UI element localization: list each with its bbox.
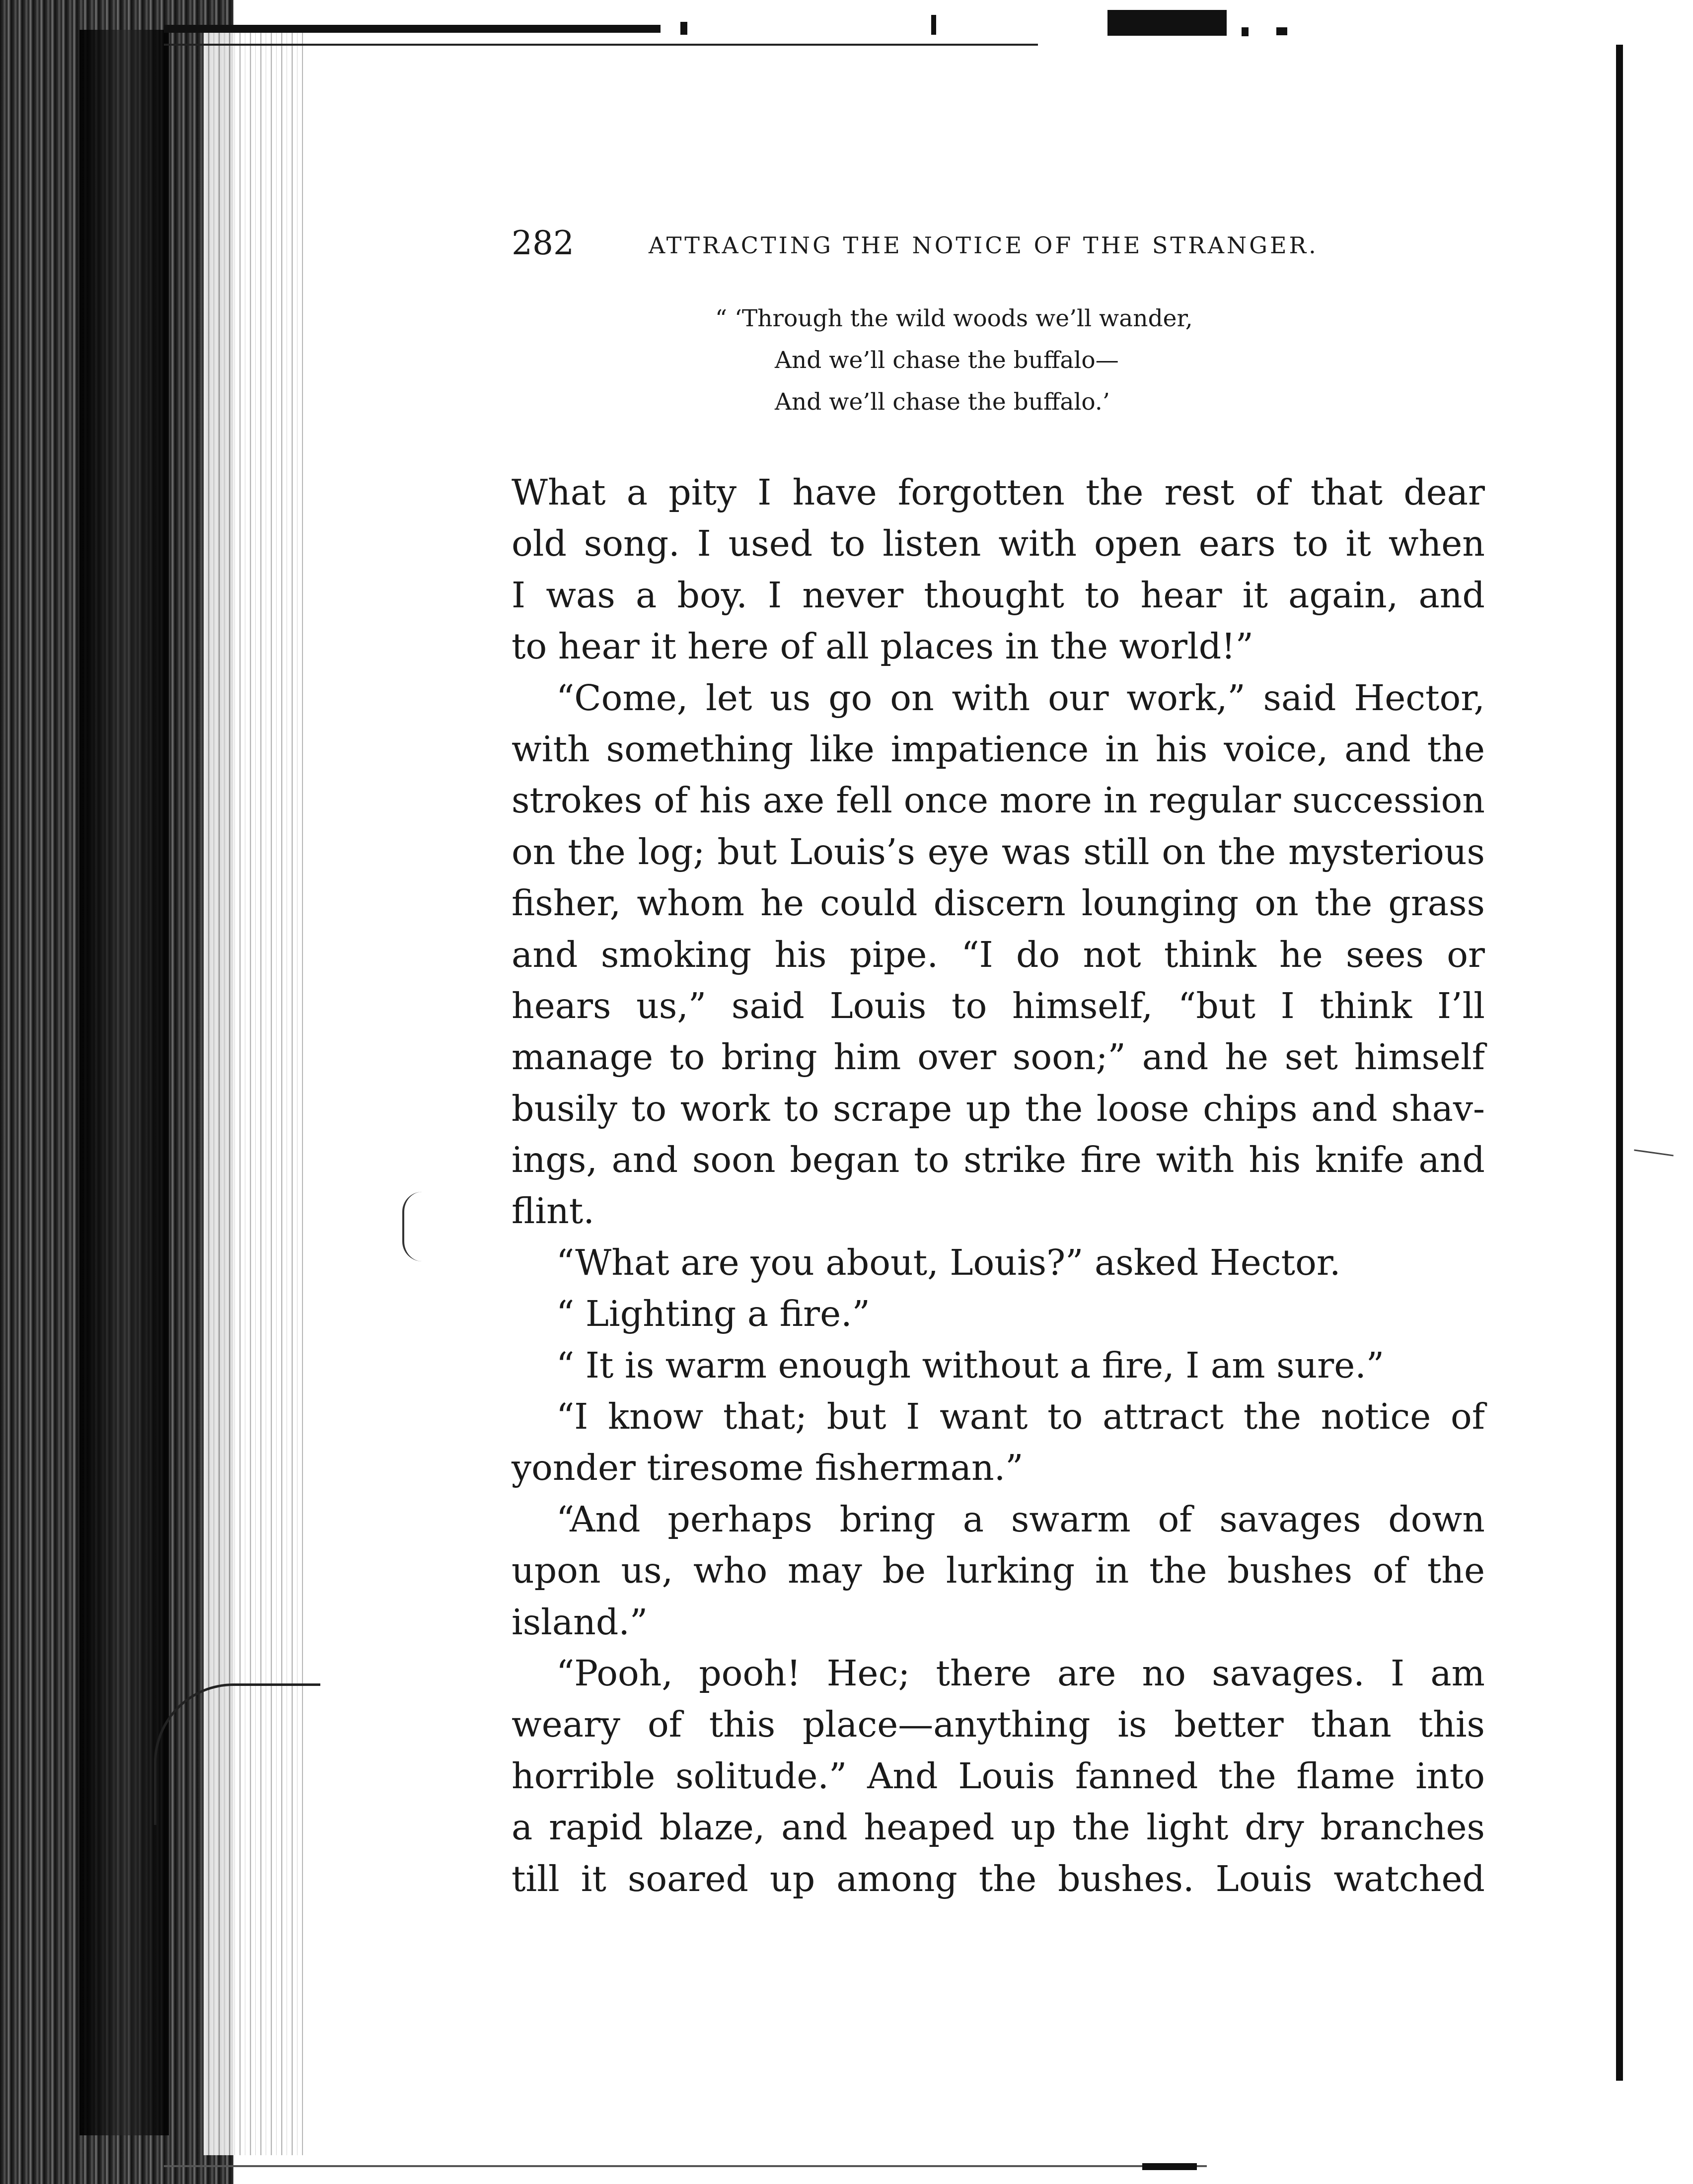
verse-quote — [715, 298, 1193, 423]
scan-mark — [1142, 2163, 1197, 2170]
text-line: “ It is warm enough without a fire, I am sure.” — [556, 1344, 1385, 1386]
text-line: manage to bring him over soon;” and he set himself — [512, 1036, 1485, 1078]
text-line: hears us,” said Louis to himself, “but I think I’ll — [512, 985, 1485, 1026]
verse-line: “ ‘Through the wild woods we’ll wander, — [715, 305, 1193, 332]
running-title: ATTRACTING THE NOTICE OF THE STRANGER. — [649, 232, 1319, 259]
text-line: upon us, who may be lurking in the bushes of the — [512, 1550, 1485, 1592]
scan-top-block — [1107, 10, 1227, 36]
text-line: ings, and soon began to strike fire with his knife and — [512, 1139, 1485, 1181]
text-line: “Come, let us go on with our work,” said Hector, — [556, 677, 1485, 719]
text-line: on the log; but Louis’s eye was still on the mysterious — [512, 831, 1485, 873]
verse-line: And we’ll chase the buffalo.’ — [775, 388, 1110, 416]
text-line: weary of this place—anything is better than this — [512, 1704, 1485, 1746]
text-line: “Pooh, pooh! Hec; there are no savages. I am — [556, 1652, 1485, 1694]
page-number: 282 — [512, 224, 574, 262]
page-edges — [204, 30, 303, 2155]
scan-mark — [1634, 1149, 1674, 1156]
text-line: busily to work to scrape up the loose chips and shav- — [512, 1088, 1485, 1129]
margin-pen-mark — [402, 1192, 434, 1261]
text-line: “And perhaps bring a swarm of savages down — [556, 1498, 1485, 1540]
text-line: What a pity I have forgotten the rest of that dear — [512, 472, 1485, 513]
page-bottom-edge — [164, 2165, 1207, 2167]
text-line: to hear it here of all places in the world!” — [512, 626, 1253, 667]
text-line: a rapid blaze, and heaped up the light dry branches — [512, 1807, 1485, 1848]
text-line: strokes of his axe fell once more in regular succession — [512, 780, 1485, 821]
text-line: old song. I used to listen with open ears to it when — [512, 523, 1485, 565]
text-line: flint. — [512, 1190, 594, 1232]
verse-line: And we’ll chase the buffalo— — [775, 347, 1119, 374]
text-line: I was a boy. I never thought to hear it again, and — [512, 574, 1485, 616]
scan-mark — [1276, 27, 1287, 35]
scan-right-edge — [1616, 45, 1623, 2081]
scan-top-bar — [164, 25, 661, 33]
text-line: with something like impatience in his voice, and the — [512, 728, 1485, 770]
text-line: “What are you about, Louis?” asked Hector. — [556, 1241, 1341, 1283]
scan-mark — [680, 22, 687, 35]
text-line: island.” — [512, 1601, 648, 1643]
text-line: and smoking his pipe. “I do not think he sees or — [512, 934, 1485, 975]
text-line: till it soared up among the bushes. Louis watched — [512, 1858, 1485, 1899]
text-line: horrible solitude.” And Louis fanned the flame into — [512, 1755, 1485, 1797]
text-line: “I know that; but I want to attract the notice of — [556, 1396, 1485, 1438]
text-line: “ Lighting a fire.” — [556, 1293, 870, 1335]
body-text — [512, 467, 1485, 1904]
scan-mark — [931, 15, 936, 35]
text-line: fisher, whom he could discern lounging on the grass — [512, 882, 1485, 924]
page-top-edge — [164, 44, 1038, 46]
page-header — [512, 223, 1386, 263]
margin-pen-mark — [154, 1683, 320, 1825]
scan-mark — [1242, 27, 1249, 36]
text-line: yonder tiresome fisherman.” — [512, 1447, 1024, 1489]
